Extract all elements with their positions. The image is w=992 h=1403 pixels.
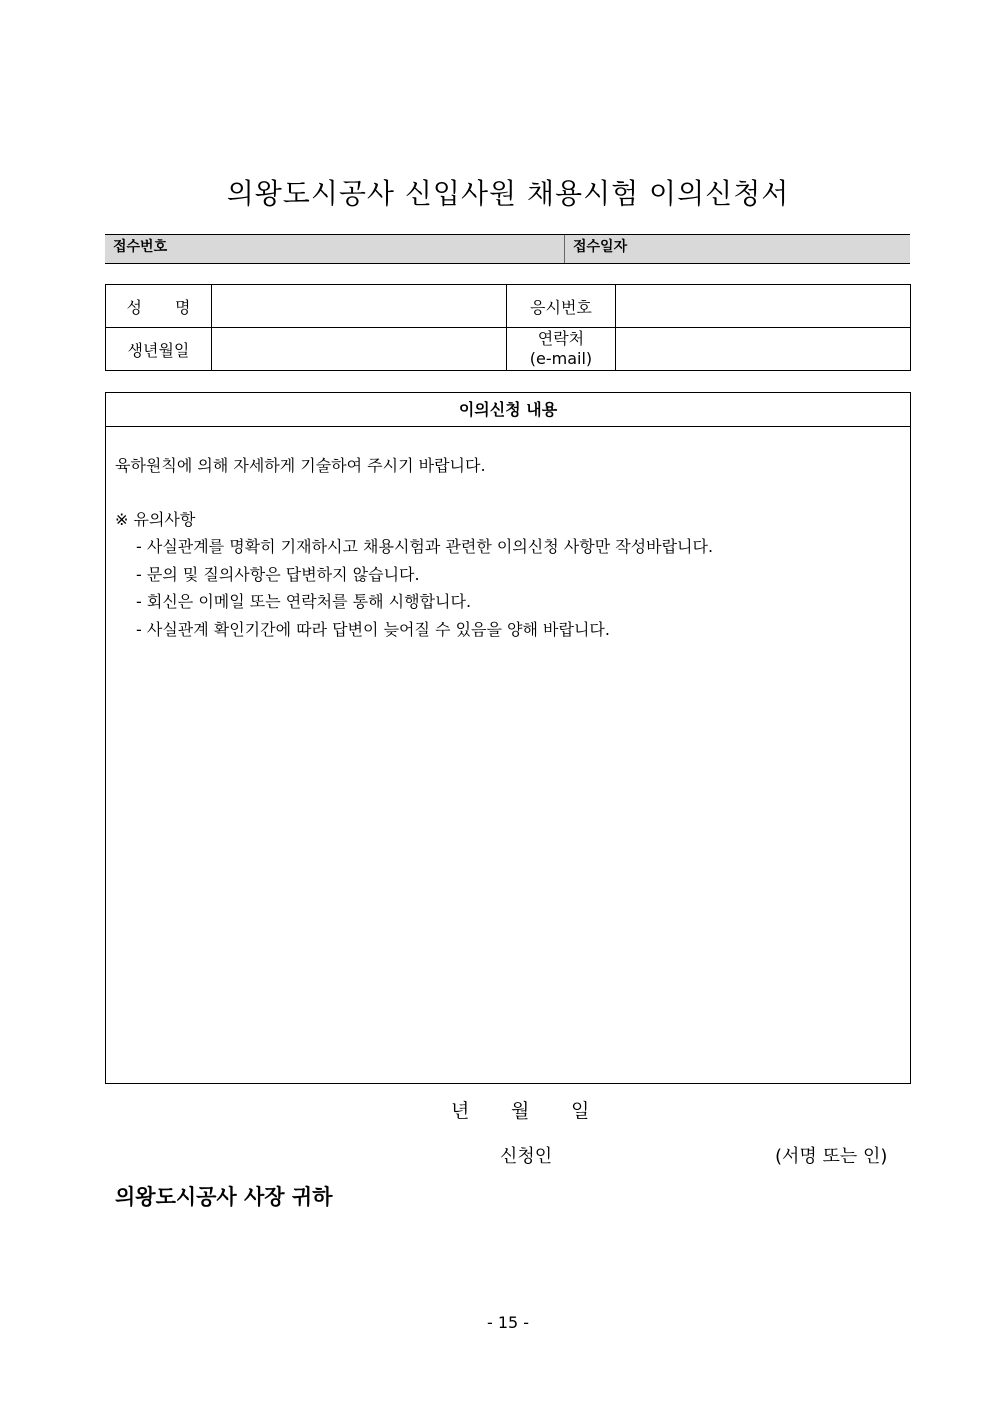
receipt-bar bbox=[105, 234, 910, 264]
notes-list bbox=[136, 533, 713, 643]
name-label: 성 명 bbox=[106, 285, 212, 328]
notes-title: ※ 유의사항 bbox=[115, 510, 196, 529]
recipient-line: 의왕도시공사 사장 귀하 bbox=[115, 1185, 333, 1209]
exam-number-label: 응시번호 bbox=[506, 285, 616, 328]
receipt-date-label: 접수일자 bbox=[573, 239, 628, 255]
year-label: 년 bbox=[451, 1100, 470, 1122]
exam-number-field[interactable] bbox=[616, 285, 911, 328]
day-label: 일 bbox=[571, 1100, 590, 1122]
note-item: - 사실관계를 명확히 기재하시고 채용시험과 관련한 이의신청 사항만 작성바랍니다. bbox=[136, 537, 714, 556]
contact-label-line2: (e-mail) bbox=[529, 349, 593, 368]
note-item: - 회신은 이메일 또는 연락처를 통해 시행합니다. bbox=[136, 592, 472, 611]
receipt-number-label: 접수번호 bbox=[105, 235, 565, 263]
applicant-label: 신청인 bbox=[500, 1146, 553, 1167]
date-line bbox=[451, 1096, 631, 1123]
birth-date-label: 생년월일 bbox=[106, 328, 212, 371]
instruction-text: 육하원칙에 의해 자세하게 기술하여 주시기 바랍니다. bbox=[115, 456, 486, 475]
birth-date-field[interactable] bbox=[211, 328, 506, 371]
contact-label bbox=[506, 328, 616, 371]
objection-content-box bbox=[105, 392, 911, 1084]
signature-label: (서명 또는 인) bbox=[775, 1146, 888, 1167]
note-item: - 사실관계 확인기간에 따라 답변이 늦어질 수 있음을 양해 바랍니다. bbox=[136, 619, 610, 639]
month-label: 월 bbox=[511, 1100, 530, 1122]
note-item: - 문의 및 질의사항은 답변하지 않습니다. bbox=[136, 564, 420, 584]
objection-content-header: 이의신청 내용 bbox=[106, 393, 910, 427]
document-title: 의왕도시공사 신입사원 채용시험 이의신청서 bbox=[226, 177, 790, 210]
page-number: - 15 - bbox=[486, 1313, 530, 1332]
applicant-info-table bbox=[105, 284, 911, 371]
contact-label-line1: 연락처 bbox=[537, 329, 585, 348]
name-field[interactable] bbox=[211, 285, 506, 328]
contact-field[interactable] bbox=[616, 328, 911, 371]
